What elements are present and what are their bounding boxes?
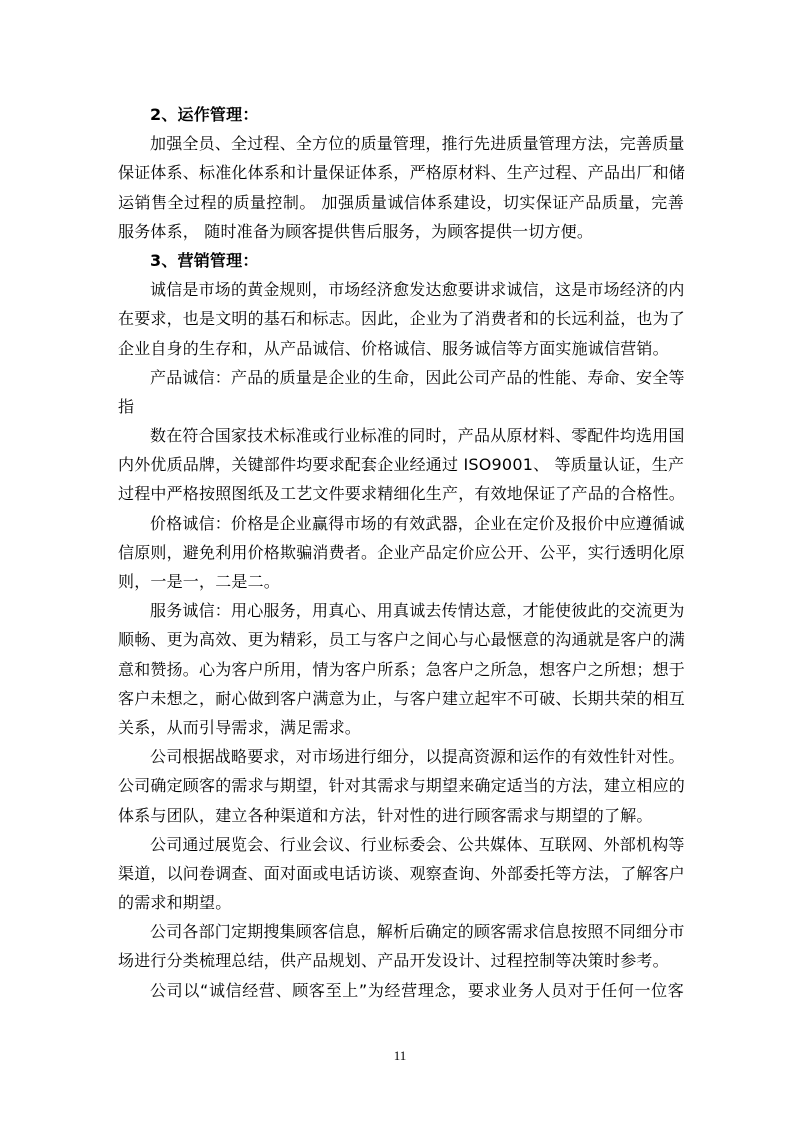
paragraph-line: 客户未想之，耐心做到客户满意为止，与客户建立起牢不可破、长期共荣的相互 bbox=[118, 688, 686, 708]
paragraph-line: 意和赞扬。心为客户所用，情为客户所系；急客户之所急，想客户之所想；想于 bbox=[118, 659, 686, 679]
paragraph-line: 体系与团队，建立各种渠道和方法，针对性的进行顾客需求与期望的了解。 bbox=[118, 805, 653, 825]
paragraph-line: 关系，从而引导需求，满足需求。 bbox=[118, 717, 362, 737]
paragraph-line: 产品诚信：产品的质量是企业的生命，因此公司产品的性能、寿命、安全等 bbox=[150, 367, 685, 387]
paragraph-line: 企业自身的生存和，从产品诚信、价格诚信、服务诚信等方面实施诚信营销。 bbox=[118, 338, 669, 358]
section-heading-operations: 2、运作管理： bbox=[150, 105, 259, 124]
paragraph-line: 公司以“诚信经营、顾客至上”为经营理念，要求业务人员对于任何一位客 bbox=[150, 980, 684, 1000]
paragraph-line: 内外优质品牌，关键部件均要求配套企业经通过 ISO9001、 等质量认证，生产 bbox=[118, 455, 685, 475]
section-heading-marketing: 3、营销管理： bbox=[150, 250, 259, 270]
paragraph-line: 数在符合国家技术标准或行业标准的同时，产品从原材料、零配件均选用国 bbox=[150, 426, 685, 446]
paragraph-line: 诚信是市场的黄金规则，市场经济愈发达愈要讲求诚信，这是市场经济的内 bbox=[150, 280, 685, 300]
paragraph-line: 保证体系、标准化体系和计量保证体系，严格原材料、生产过程、产品出厂和储 bbox=[118, 163, 686, 183]
paragraph-line: 渠道，以问卷调查、面对面或电话访谈、观察查询、外部委托等方法，了解客户 bbox=[118, 863, 686, 883]
document-body bbox=[118, 100, 684, 1005]
paragraph-line: 服务体系， 随时准备为顾客提供售后服务，为顾客提供一切方便。 bbox=[118, 221, 594, 241]
paragraph-line: 公司根据战略要求，对市场进行细分，以提高资源和运作的有效性针对性。 bbox=[150, 747, 685, 767]
paragraph-line: 在要求，也是文明的基石和标志。因此，企业为了消费者和的长远利益，也为了 bbox=[118, 309, 686, 329]
paragraph-line: 则，一是一，二是二。 bbox=[118, 572, 281, 591]
paragraph-line: 的需求和期望。 bbox=[118, 893, 232, 913]
page-number: 11 bbox=[393, 1048, 407, 1063]
paragraph-line: 过程中严格按照图纸及工艺文件要求精细化生产，有效地保证了产品的合格性。 bbox=[118, 484, 686, 504]
paragraph-line: 加强全员、全过程、全方位的质量管理，推行先进质量管理方法，完善质量 bbox=[150, 134, 685, 154]
paragraph-line: 公司确定顾客的需求与期望，针对其需求与期望来确定适当的方法，建立相应的 bbox=[118, 776, 686, 796]
paragraph-line: 场进行分类梳理总结，供产品规划、产品开发设计、过程控制等决策时参考。 bbox=[118, 951, 669, 971]
paragraph-line: 价格诚信：价格是企业赢得市场的有效武器，企业在定价及报价中应遵循诚 bbox=[150, 513, 685, 533]
paragraph-line: 运销售全过程的质量控制。 加强质量诚信体系建设，切实保证产品质量，完善 bbox=[118, 192, 684, 212]
paragraph-line: 指 bbox=[118, 396, 135, 416]
paragraph-line: 服务诚信：用心服务，用真心、用真诚去传情达意，才能使彼此的交流更为 bbox=[150, 601, 685, 621]
paragraph-line: 顺畅、更为高效、更为精彩，员工与客户之间心与心最惬意的沟通就是客户的满 bbox=[118, 630, 686, 650]
paragraph-line: 公司各部门定期搜集顾客信息，解析后确定的顾客需求信息按照不同细分市 bbox=[150, 922, 685, 942]
paragraph-line: 信原则，避免利用价格欺骗消费者。企业产品定价应公开、公平，实行透明化原 bbox=[118, 542, 686, 562]
paragraph-line: 公司通过展览会、行业会议、行业标委会、公共媒体、互联网、外部机构等 bbox=[150, 834, 685, 854]
